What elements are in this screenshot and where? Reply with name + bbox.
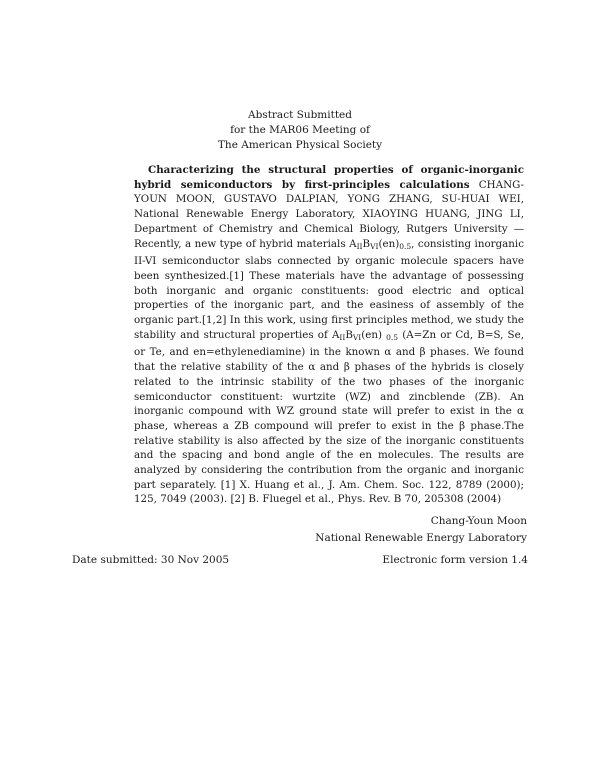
abstract-text-1: Recently, a new type of hybrid materials: [134, 237, 350, 250]
submission-header: [0, 108, 600, 153]
abstract-authors: CHANG-YOUN MOON, GUSTAVO DALPIAN, YONG ZHANG, SU-HUAI WEI, National Renewable Energy Laboratory, XIAOYING HUANG, JING LI, Department of Chemistry and Chemical Biology, Rutgers University: [134, 178, 524, 235]
abstract-text-3: (A=Zn or Cd, B=S, Se, or Te, and en=ethylenediamine) in the known α and β phases. We found that the relative stability of the α and β phases of the hybrids is closely related to the intrinsic stability of the two phases of the inorganic semiconductor constituent: wurtzite (WZ) and zincblende (ZB). An inorganic compound with WZ ground state will prefer to exist in the α phase, whereas a ZB compound will prefer to exist in the β phase.The relative stability is also affected by the size of the inorganic constituents and the spacing and bond angle of the en molecules. The results are analyzed by considering the contribution from the organic and inorganic part separately. [1] X. Huang et al., J. Am. Chem. Soc. 122, 8789 (2000); 125, 7049 (2003). [2] B. Fluegel et al., Phys. Rev. B 70, 205308 (2004): [134, 328, 524, 506]
signature-name: Chang-Youn Moon: [430, 515, 527, 527]
date-submitted: Date submitted: 30 Nov 2005: [72, 554, 230, 566]
header-line-1: Abstract Submitted: [248, 109, 352, 121]
form-version: Electronic form version 1.4: [382, 554, 528, 566]
abstract-title: Characterizing the structural properties of organic-inorganic hybrid semiconductors by first-principles calculations: [134, 164, 524, 191]
em-dash: —: [507, 222, 524, 235]
signature-affiliation: National Renewable Energy Laboratory: [315, 532, 527, 544]
formula-2: AIIBVI(en) 0.5: [331, 328, 399, 342]
signature-block: [315, 513, 527, 547]
header-line-2: for the MAR06 Meeting of: [230, 124, 370, 136]
abstract-text-2: , consisting inorganic II-VI semiconductor slabs connected by organic molecule spacers have been synthesized.[1] These materials have the advantage of possessing both inorganic and organic constituents: good electric and optical properties of the inorganic part, and the easiness of assembly of the organic part.[1,2] In this work, using first principles method, we study the stability and structural properties of: [134, 237, 524, 341]
abstract-body: [134, 163, 524, 507]
footer: [72, 553, 528, 567]
formula-1: AIIBVI(en)0.5: [349, 237, 412, 251]
header-line-3: The American Physical Society: [217, 139, 383, 151]
